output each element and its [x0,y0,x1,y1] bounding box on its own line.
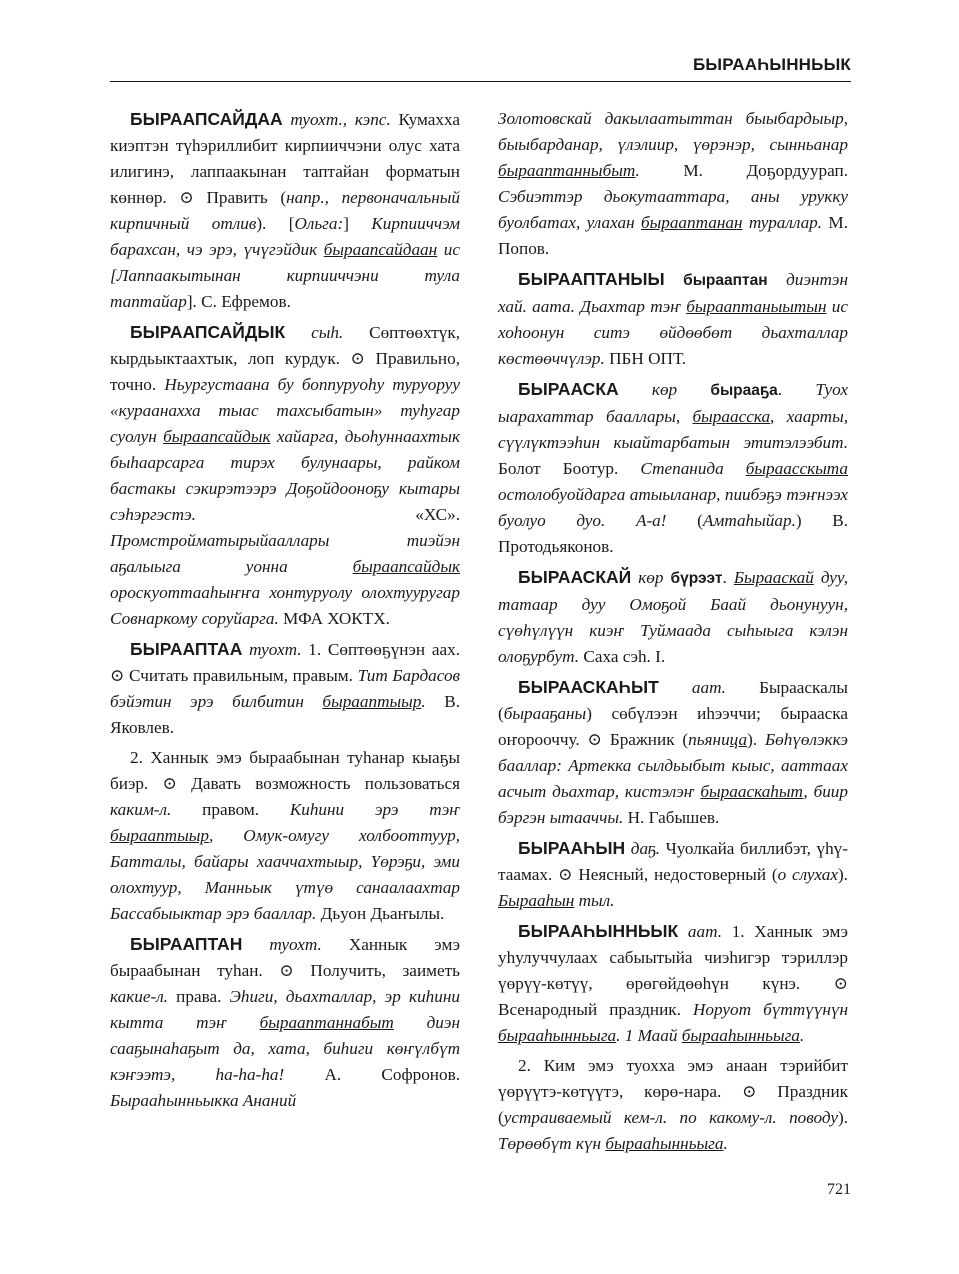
italic-text: ис хоһоонун ситэ өйдөөбөт дьахталлар көстөөччүлэр. [498,297,848,368]
dictionary-entry [498,106,848,262]
headword: БЫРААПТАНЫЫ [518,269,665,289]
italic-text: Степанида [640,459,746,478]
italic-text: аат. [678,922,732,941]
italic-text: хайарга, дьоһуннаахтык быһаарсарга тирэх булунаары, райком бастакы сэкирэтээрэ Доҕойдооноҕу кытары сэһэргэстэ. [110,427,460,524]
italic-text: диэн сааҕынаһаҕыт да, хата, биһиги көҥүлбүт кэҥээтэ, ha-ha-ha! [110,1013,460,1084]
plain-text: Дьуон Дьаҥылы. [320,904,445,923]
plain-text: правом. [171,800,290,819]
underlined-term: бырааптаныытын [686,297,827,316]
plain-text: М. Попов. [498,213,848,258]
italic-text: , биир бэргэн ытааччы. [498,782,848,827]
plain-text: Болот Боотур. [498,459,641,478]
running-head: БЫРААҺЫННЬЫК [692,55,851,74]
underlined-term: ца [729,730,748,749]
underlined-term: бырааптыыр [322,692,422,711]
plain-text: Н. Габышев. [627,808,720,827]
keyword: бырааҕа [710,382,778,399]
plain-text: ). [747,730,765,749]
plain-text: . [777,380,816,399]
underlined-term: быраапсайдык [163,427,271,446]
plain-text: 2. Ким эмэ туохха эмэ анаан тэрийбит үөрүүтэ-көтүүтэ, көрө-нара. ⊙ Праздник ( [498,1056,848,1127]
underlined-term: бырааскаһыт [700,782,804,801]
plain-text: Сөптөөхтүк, кырдьыктаахтык, лоп курдук. ⊙ Правильно, точно. [110,323,460,394]
italic-text: аат. [658,678,760,697]
italic-text: даҕ. [625,839,666,858]
plain-text: А. Софронов. [324,1065,460,1084]
italic-text: пьяни [688,730,730,749]
plain-text: ( [697,511,703,530]
plain-text: ) В. Протодьяконов. [498,511,848,556]
italic-text: туохт. [242,640,309,659]
italic-text: Кирпииччэм барахсан, чэ эрэ, үчүгэйдик [110,214,460,259]
dictionary-entry [110,319,460,632]
italic-text: устраиваемый кем-л. по какому-л. поводу [503,1108,838,1127]
dictionary-entry [498,674,848,831]
plain-text: Кумахха киэптэн түһэриллибит кирпииччэни олус хата илигинэ, лаппаакынан таптайан форматын көннөр. ⊙ Править ( [110,110,460,207]
italic-text: Туох ыарахаттар бааллары, [498,380,848,426]
underlined-term: быраапсайдык [352,557,460,576]
italic-text: Эһиги, дьахталлар, эр киһини кытта тэҥ [110,987,460,1032]
left-column [110,106,460,1118]
italic-text: туохт., кэпс. [282,110,399,129]
italic-text: . [723,1134,728,1153]
italic-text: Промстройматырыйааллары тиэйэн аҕалыыга уонна [110,531,460,576]
plain-text: ПБН ОПТ. [609,349,687,368]
headword: БЫРААСКАҺЫТ [518,677,659,697]
italic-text: дуу, татаар дуу Омоҕой Баай дьонунуун, сүөһүлүүн киэҥ Туймаада сыһыыга кэлэн олоҕурбут. [498,568,849,666]
dictionary-entry [498,564,848,670]
headword: БЫРААПТАН [130,934,243,954]
dictionary-entry [110,745,460,927]
dictionary-entry [498,376,848,560]
italic-text: Сэбиэттэр дьокутааттара, аны урукку буолбатах, улахан [498,187,848,232]
plain-text: ). [837,865,848,884]
italic-text: туохт. [242,935,349,954]
italic-text: тураллар. [742,213,829,232]
underlined-term: бырааптаннабыт [259,1013,394,1032]
italic-text: тыл. [574,891,615,910]
right-column [498,106,848,1161]
plain-text: ). [ [256,214,295,233]
keyword: бүрээт [670,570,723,587]
italic-text: Бырааһынньыкка Ананий [110,1091,297,1110]
italic-text: , хаарты, сүүлүктээһин кыайтарбатын этитэлээбит. [498,407,849,452]
italic-text: ис [ [110,240,460,285]
plain-text: Саха сэһ. I. [583,647,666,666]
underlined-term: бырааптанан [640,213,743,232]
italic-text: Киһини эрэ тэҥ [289,800,460,819]
headword: БЫРААПТАА [130,639,243,659]
dictionary-entry [498,835,848,914]
italic-text: о слухах [777,865,838,884]
italic-text: диэнтэн хай. аата. [498,270,848,316]
underlined-term: Быраaһын [498,891,575,910]
headword: БЫРААПСАЙДЫК [130,322,286,342]
italic-text: бырааҕаны [503,704,587,723]
dictionary-entry [110,636,460,741]
headword: БЫРААСКАЙ [518,567,632,587]
headword: БЫРААҺЫННЬЫК [518,921,679,941]
italic-text: . [799,1026,805,1045]
plain-text: «ХС». [415,505,460,524]
plain-text: 1. Сөптөөҕүнэн аах. ⊙ Считать правильным, правым. [110,640,460,685]
italic-text: сыһ. [285,323,370,342]
plain-text: ] [343,214,372,233]
italic-text: . [635,161,684,180]
underlined-term: быраасска [692,407,771,426]
italic-text: Лаппаакытынан кирпииччэни тула таптайар [110,266,460,311]
italic-text: каким-л. [110,800,172,819]
plain-text: 1. Ханнык эмэ уһулуччулаах сабыытыйа чиэһигэр тэриллэр үөрүү-көтүү, өрөгөйдөөһүн күнэ. ⊙ Всенародный праздник. [498,922,848,1019]
underlined-term: бырааһынньыга [681,1026,800,1045]
underlined-term: бырааптанныбыт [498,161,636,180]
italic-text: Төрөөбүт күн [498,1134,606,1153]
dictionary-entry [498,266,848,372]
page-number: 721 [827,1181,851,1198]
dictionary-entry [498,1053,848,1157]
plain-text: 2. Ханнык эмэ быраабынан туһанар кыаҕы биэр. ⊙ Давать возможность пользоваться [110,748,460,793]
plain-text: В. Яковлев. [110,692,461,737]
italic-text: көр [618,380,711,399]
italic-text: какие-л. [110,987,168,1006]
dictionary-entry [110,931,460,1114]
headword: БЫРААПСАЙДАА [130,109,283,129]
keyword: бырааптан [664,272,768,289]
header-rule [110,81,851,82]
underlined-term: быраасскыта [745,459,848,478]
italic-text: напр., первоначальный кирпичный отлив [110,188,460,233]
italic-text: Золотовскай дакылаатыттан быыбардыыр, быыбарданар, үлэлиир, үөрэнэр, сынньанар [498,109,848,154]
plain-text: ]. С. Ефремов. [186,292,291,311]
plain-text: Ханнык эмэ быраабынан туһан. ⊙ Получить, заиметь [110,935,460,980]
underlined-term: бырааһынньыга [605,1134,724,1153]
italic-text: Норуот бүттүүнүн [693,1000,849,1019]
underlined-term: бырааптыыр [110,826,209,845]
plain-text: МФА ХОКТХ. [283,609,390,628]
plain-text: Чуолкайа биллибэт, үһү-таамах. ⊙ Неясный, недостоверный ( [498,839,848,884]
italic-text: Тит Бардасов бэйэтин эрэ билбитин [110,666,461,711]
italic-text: көр [631,568,671,587]
dictionary-entry [498,918,848,1049]
dictionary-entry [110,106,460,315]
italic-text: , Омук-омугу холбооттуур, Батталы, байары хааччахтыыр, Үөрэҕи, эми олохтуур, Манньык үтүө санаалаахтар Бассабыыктар эрэ бааллар. [110,826,460,923]
plain-text: . [722,568,734,587]
plain-text: ) сөбүлээн иһээччи; бырааска оҥорооччу. ⊙ Бражник ( [498,704,848,749]
italic-text: ороскуоттааһыҥҥа хонтуруолу олохтууругар Совнаркому соруйарга. [110,583,460,628]
plain-text: ). [837,1108,848,1127]
italic-text: Амтаһыйар. [702,511,796,530]
italic-text: остолобуойдарга атыыланар, пиибэҕэ тэҥнээх буолуо дуо. А-а! [498,485,848,530]
underlined-term: быраапсайдаан [323,240,438,259]
italic-text: . 1 Маай [616,1026,682,1045]
underlined-term: бырааһынньыга [498,1026,617,1045]
italic-text: Дьахтар тэҥ [580,297,687,316]
italic-text: . [421,692,445,711]
headword: БЫРААҺЫН [518,838,626,858]
italic-text: Ольга: [294,214,344,233]
plain-text: М. Доҕордуурап. [683,161,849,180]
plain-text: Бырааскалы ( [498,678,848,723]
italic-text: Бөһүөлэккэ бааллар: Артекка сылдьыбыт кыыс, ааттаах асчыт дьахтар, кистэлэҥ [498,730,848,801]
headword: БЫРААСКА [518,379,619,399]
italic-text: Ньургустаана бу боппуруоһу туруоруу «кураанахха тыас тахсыбатын» туһугар суолун [110,375,460,446]
underlined-term: Бырааскай [733,568,814,587]
plain-text: права. [167,987,230,1006]
